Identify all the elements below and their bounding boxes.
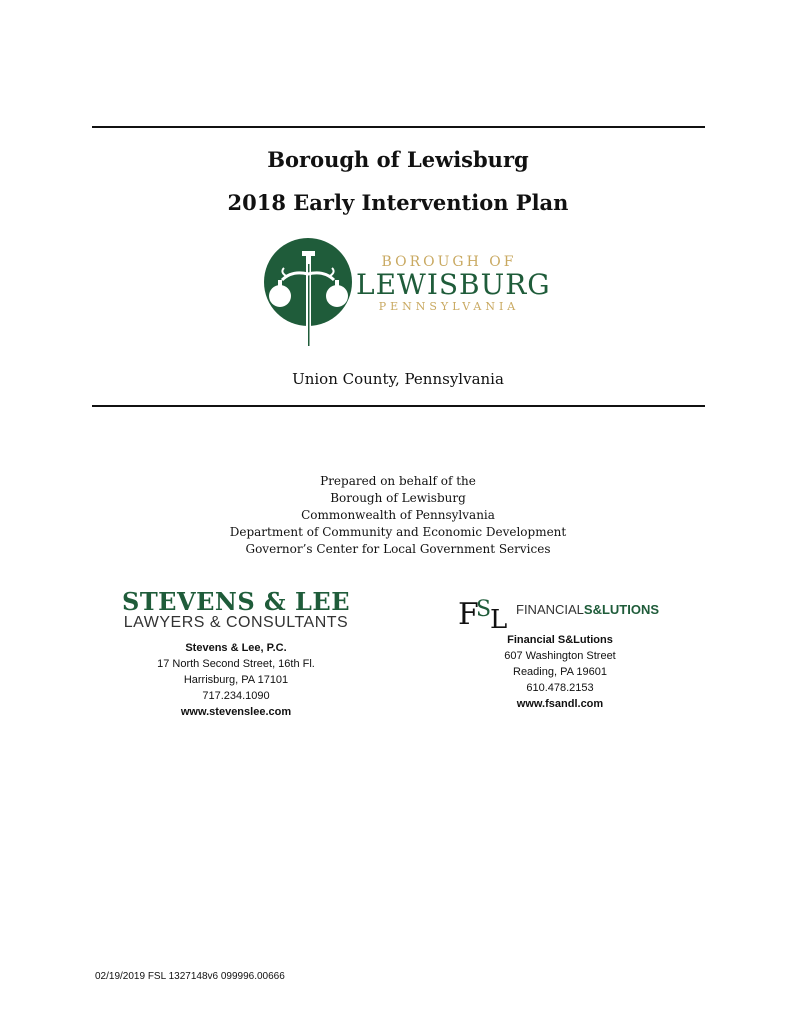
document-title: Borough of Lewisburg [267,147,529,172]
fsl-mark-icon [456,594,516,630]
fsl-website: www.fsandl.com [516,698,604,710]
fsl-city-line: Reading, PA 19601 [513,666,607,678]
stevens-lee-logo: STEVENS & LEE [121,587,350,616]
county-label: Union County, Pennsylvania [292,370,504,388]
prepared-for-block [0,473,796,558]
fsl-phone: 610.478.2153 [526,682,594,694]
prepared-line: Governor’s Center for Local Government Services [245,542,551,556]
stevens-lee-address-line: 17 North Second Street, 16th Fl. [157,658,315,670]
fsl-block [440,590,680,712]
prepared-line: Department of Community and Economic Development [229,525,567,539]
logo-text-pennsylvania: PENNSYLVANIA [378,300,520,313]
stevens-lee-tagline: LAWYERS & CONSULTANTS [123,614,349,631]
stevens-lee-name: Stevens & Lee, P.C. [185,642,287,654]
stevens-lee-phone: 717.234.1090 [202,690,270,702]
fsl-logo [440,590,680,632]
svg-text:S: S [476,597,492,622]
svg-text:F: F [458,597,479,630]
fsl-wordmark: FINANCIALS&LUTIONS [516,602,660,617]
svg-text:L: L [490,605,508,630]
prepared-line: Prepared on behalf of the [320,474,476,488]
logo-text-borough-of: BOROUGH OF [381,254,517,270]
bottom-rule [92,405,705,407]
fsl-name: Financial S&Lutions [507,634,613,646]
document-subtitle: 2018 Early Intervention Plan [227,190,569,215]
logo-text-lewisburg: LEWISBURG [356,268,551,301]
borough-logo [262,236,551,346]
prepared-line: Borough of Lewisburg [330,491,466,505]
stevens-lee-city-line: Harrisburg, PA 17101 [183,674,289,686]
top-rule [92,126,705,128]
lamppost-seal-icon [262,236,356,346]
fsl-address-line: 607 Washington Street [504,650,616,662]
document-footer: 02/19/2019 FSL 1327148v6 099996.00666 [95,971,285,982]
prepared-line: Commonwealth of Pennsylvania [301,508,495,522]
stevens-lee-block [120,587,352,720]
stevens-lee-website: www.stevenslee.com [180,706,292,718]
